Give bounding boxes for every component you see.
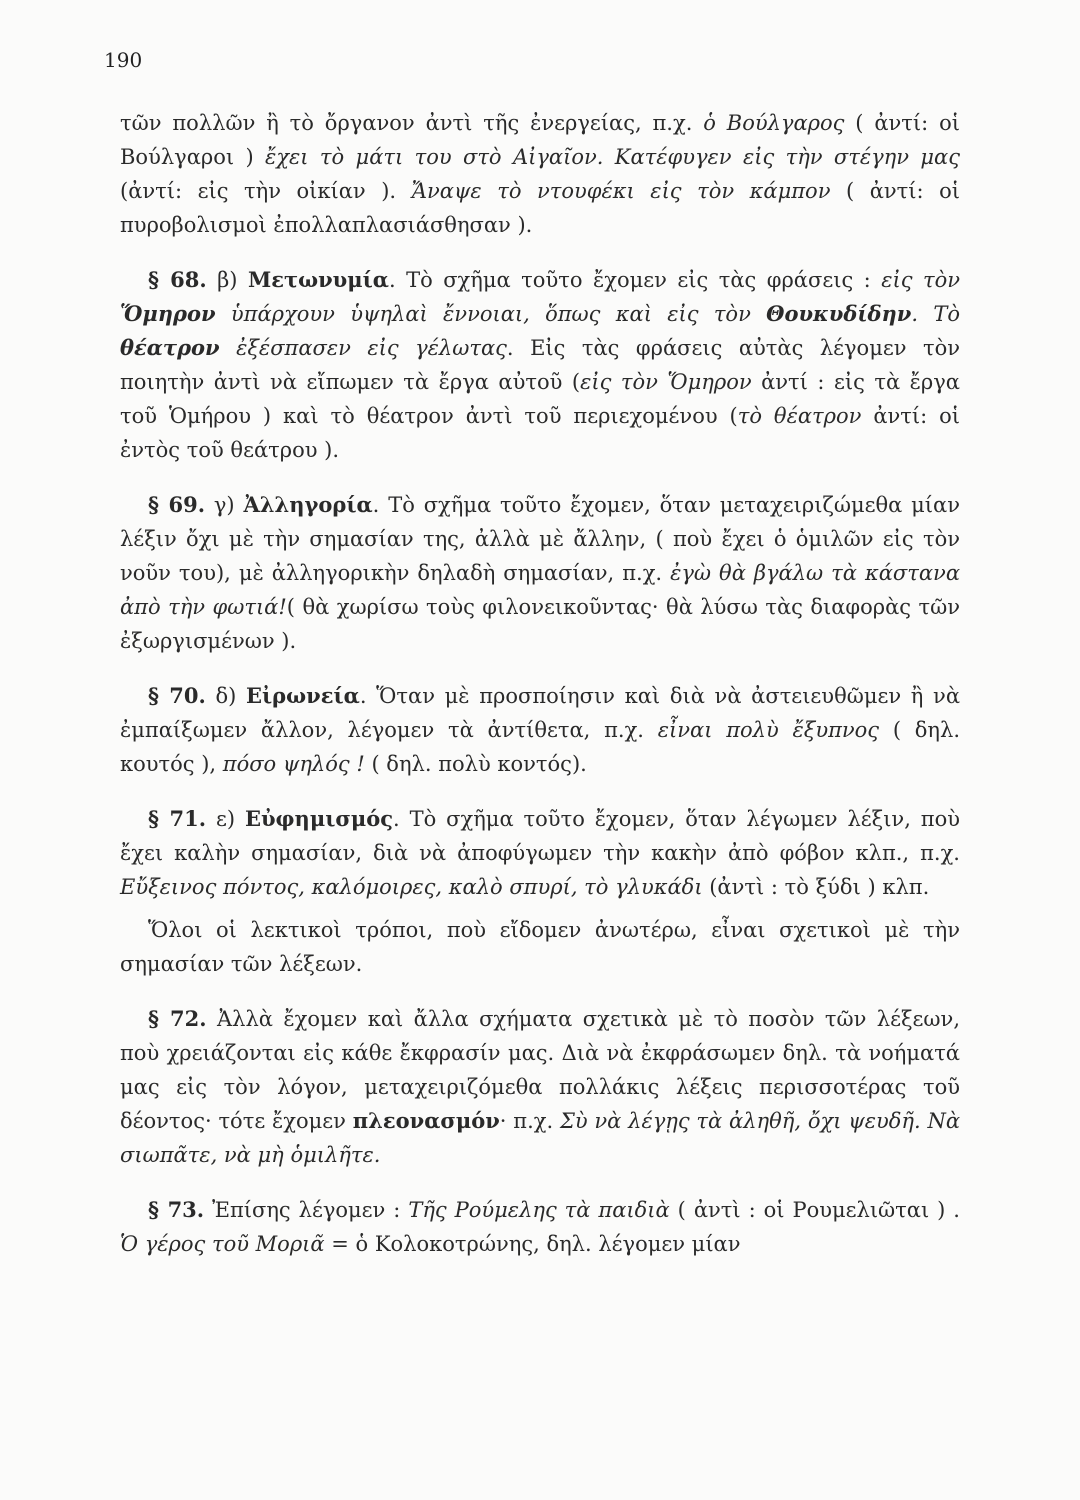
section-71-euphemism: § 71. ε) Εὐφημισμός. Τὸ σχῆμα τοῦτο ἔχομεν, ὅταν λέγωμεν λέξιν, ποὺ ἔχει καλὴν σημασίαν, διὰ νὰ ἀποφύγωμεν τὴν κακὴν ἀπὸ φόβον κλπ., π.χ. Εὔξεινος πόντος, καλόμοιρες, καλὸ σπυρί, τὸ γλυκάδι (ἀντὶ : τὸ ξύδι ) κλπ. [120,806,961,899]
section-73: § 73. Ἐπίσης λέγομεν : Τῆς Ρούμελης τὰ παιδιὰ ( ἀντὶ : οἱ Ρουμελιῶται ) . Ὁ γέρος τοῦ Μοριᾶ = ὁ Κολοκοτρώνης, δηλ. λέγομεν μίαν [120,1197,960,1256]
section-72-pleonasm: § 72. Ἀλλὰ ἔχομεν καὶ ἄλλα σχήματα σχετικὰ μὲ τὸ ποσὸν τῶν λέξεων, ποὺ χρειάζονται εἰς κάθε ἔκφρασίν μας. Διὰ νὰ ἐκφράσωμεν δηλ. τὰ νοήματά μας εἰς τὸν λόγον, μεταχειριζόμεθα πολλάκις λέξεις περισσοτέρας τοῦ δέοντος· τότε ἔχομεν πλεονασμόν· π.χ. Σὺ νὰ λέγῃς τὰ ἀληθῆ, ὄχι ψευδῆ. Νὰ σιωπᾶτε, νὰ μὴ ὁμιλῆτε. [120,1006,961,1167]
page-number: 190 [104,48,143,72]
section-number: § 72. [148,1006,207,1031]
section-number: § 68. [148,267,207,292]
term-pleonasm: πλεονασμόν [352,1108,500,1133]
page-body [120,106,960,1261]
section-heading: Εἰρωνεία [246,683,360,708]
section-69-allegory: § 69. γ) Ἀλληγορία. Τὸ σχῆμα τοῦτο ἔχομεν, ὅταν μεταχειριζώμεθα μίαν λέξιν ὄχι μὲ τὴν σημασίαν της, ἀλλὰ μὲ ἄλλην, ( ποὺ ἔχει ὁ ὁμιλῶν εἰς τὸν νοῦν του), μὲ ἀλληγορικὴν δηλαδὴ σημασίαν, π.χ. ἐγὼ θὰ βγάλω τὰ κάστανα ἀπὸ τὴν φωτιά!( θὰ χωρίσω τοὺς φιλονεικοῦντας· θὰ λύσω τὰς διαφορὰς τῶν ἐξωργισμένων ). [120,492,960,653]
section-heading: Ἀλληγορία [243,492,373,517]
section-number: § 70. [148,683,206,708]
summary-paragraph: Ὅλοι οἱ λεκτικοὶ τρόποι, ποὺ εἴδομεν ἀνωτέρω, εἶναι σχετικοὶ μὲ τὴν σημασίαν τῶν λέξεων. [120,918,960,976]
section-heading: Μετωνυμία [247,267,389,292]
section-number: § 71. [148,806,207,831]
section-number: § 69. [148,492,206,517]
section-number: § 73. [148,1197,205,1222]
section-heading: Εὐφημισμός [244,806,394,831]
section-68-metonymy: § 68. β) Μετωνυμία. Τὸ σχῆμα τοῦτο ἔχομεν εἰς τὰς φράσεις : εἰς τὸν Ὅμηρον ὑπάρχουν ὑψηλαὶ ἔννοιαι, ὅπως καὶ εἰς τὸν Θουκυδίδην. Τὸ θέατρον ἐξέσπασεν εἰς γέλωτας. Εἰς τὰς φράσεις αὐτὰς λέγομεν τὸν ποιητὴν ἀντὶ νὰ εἴπωμεν τὰ ἔργα αὐτοῦ (εἰς τὸν Ὅμηρον ἀντί : εἰς τὰ ἔργα τοῦ Ὁμήρου ) καὶ τὸ θέατρον ἀντὶ τοῦ περιεχομένου (τὸ θέατρον ἀντί: οἱ ἐντὸς τοῦ θεάτρου ). [120,267,961,462]
paragraph-continuation: τῶν πολλῶν ἢ τὸ ὄργανον ἀντὶ τῆς ἐνεργείας, π.χ. ὁ Βούλγαρος ( ἀντί: οἱ Βούλγαροι ) ἔχει τὸ μάτι του στὸ Αἰγαῖον. Κατέφυγεν εἰς τὴν στέγην μας (ἀντί: εἰς τὴν οἰκίαν ). Ἄναψε τὸ ντουφέκι εἰς τὸν κάμπον ( ἀντί: οἱ πυροβολισμοὶ ἐπολλαπλασιάσθησαν ). [120,111,960,237]
section-70-irony: § 70. δ) Εἰρωνεία. Ὅταν μὲ προσποίησιν καὶ διὰ νὰ ἀστειευθῶμεν ἢ νὰ ἐμπαίξωμεν ἄλλον, λέγομεν τὰ ἀντίθετα, π.χ. εἶναι πολὺ ἔξυπνος ( δηλ. κουτός ), πόσο ψηλός ! ( δηλ. πολὺ κοντός). [120,683,961,776]
